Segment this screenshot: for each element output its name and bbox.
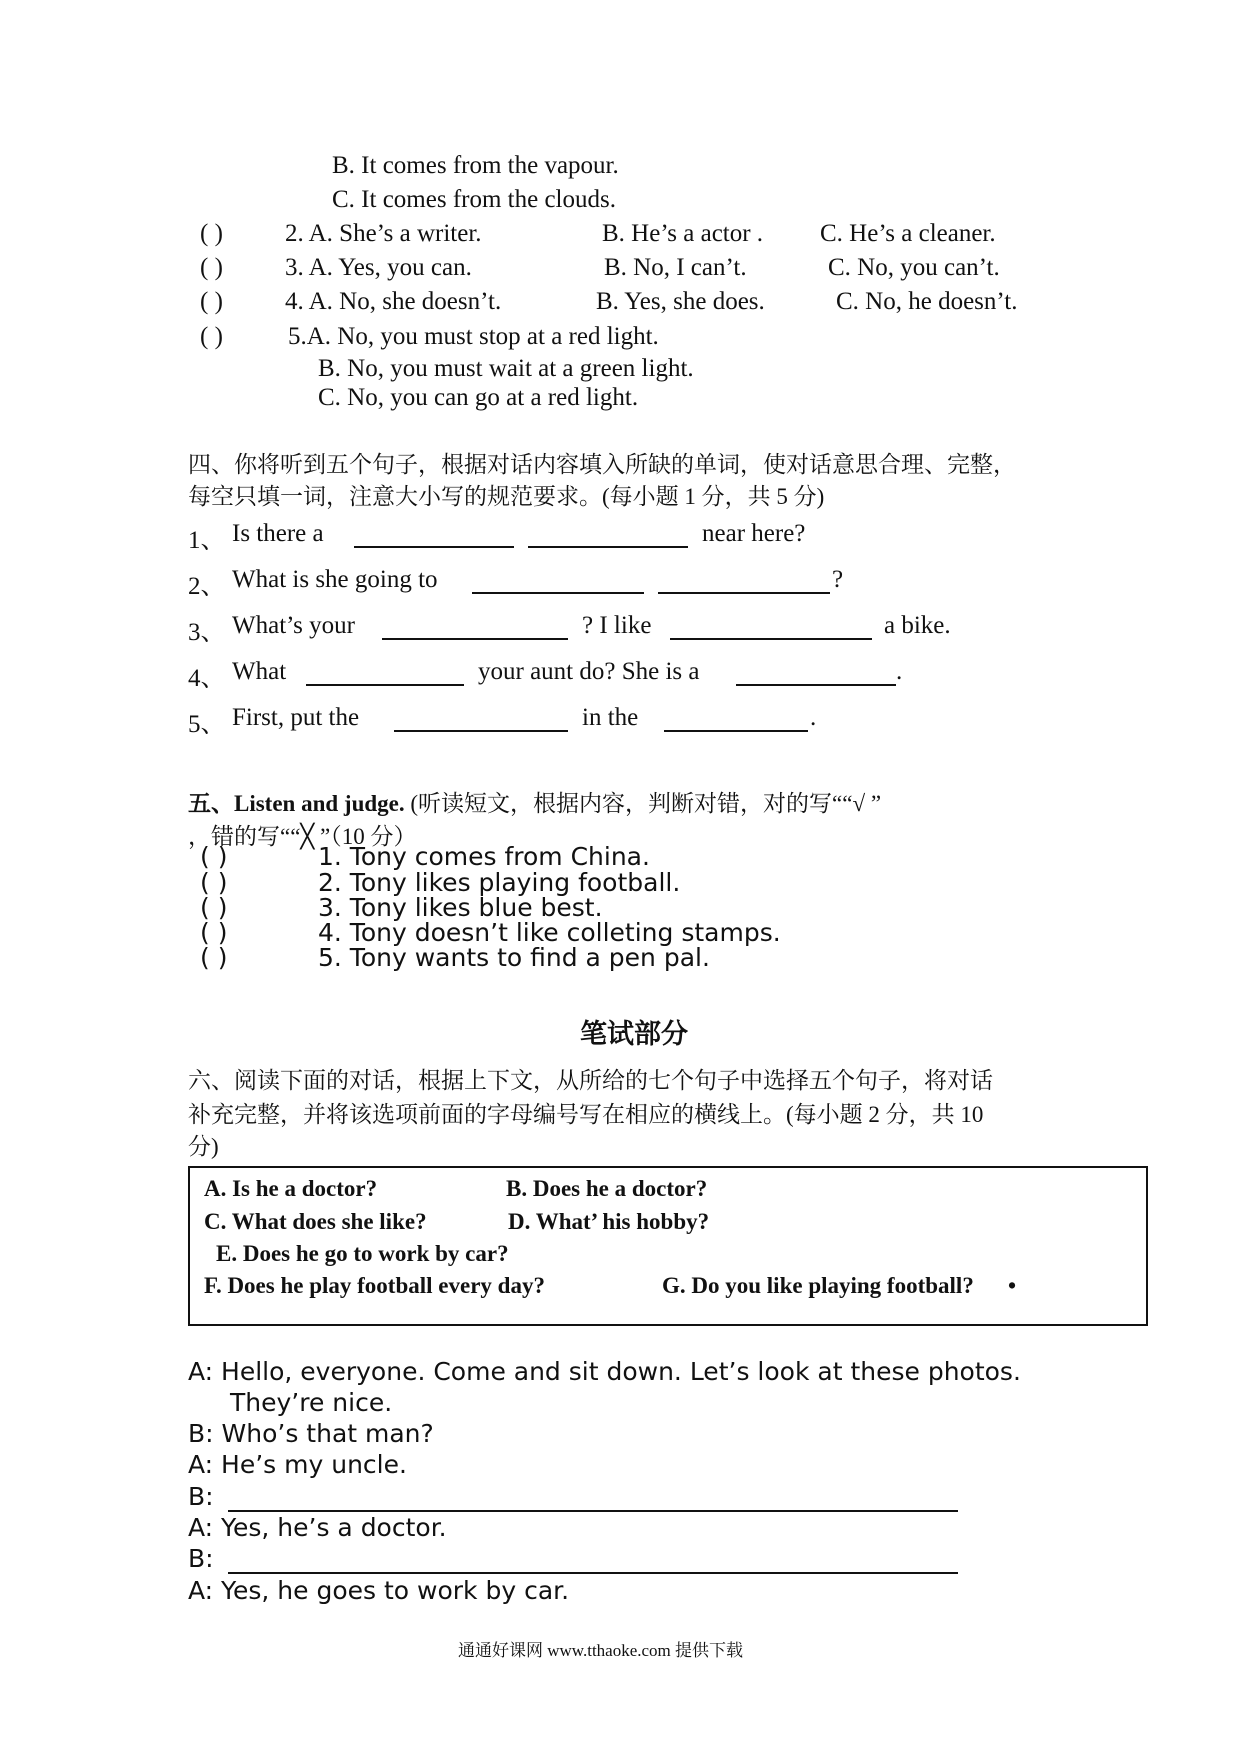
- dialogue-line: A: He’s my uncle.: [188, 1450, 407, 1479]
- answer-blank[interactable]: [528, 524, 688, 548]
- judge-item-1: 1. Tony comes from China.: [318, 842, 650, 871]
- item-text: What’s your: [232, 612, 355, 639]
- item-text: .: [896, 658, 903, 685]
- item-text: First, put the: [232, 704, 360, 731]
- q1-option-b: B. It comes from the vapour.: [332, 152, 619, 179]
- answer-blank[interactable]: [306, 662, 464, 686]
- section5-heading-line2: ，错的写““╳ ”（10 分）: [188, 824, 417, 849]
- q4-option-b: B. Yes, she does.: [596, 288, 765, 315]
- item-number: 5、: [188, 711, 226, 738]
- answer-blank[interactable]: [382, 616, 568, 640]
- option-e: E. Does he go to work by car?: [216, 1241, 509, 1266]
- dialogue-line: B: Who’s that man?: [188, 1419, 434, 1448]
- item-number: 2、: [188, 573, 226, 600]
- dialogue-line: A: Yes, he’s a doctor.: [188, 1513, 447, 1542]
- q4-paren: ( ): [200, 288, 223, 315]
- q4-option-a: 4. A. No, she doesn’t.: [285, 288, 502, 315]
- section4-instruction-line1: 四、你将听到五个句子，根据对话内容填入所缺的单词，使对话意思合理、完整，: [188, 452, 1016, 477]
- q3-paren: ( ): [200, 254, 223, 281]
- q5-option-b: B. No, you must wait at a green light.: [318, 355, 694, 382]
- judge-paren: ( ): [200, 943, 228, 972]
- judge-item-4: 4. Tony doesn’t like colleting stamps.: [318, 918, 781, 947]
- dialogue-line: A: Hello, everyone. Come and sit down. Let’s look at these photos.: [188, 1357, 1021, 1386]
- judge-item-2: 2. Tony likes playing football.: [318, 868, 681, 897]
- item-text: What: [232, 658, 287, 685]
- answer-blank[interactable]: [658, 570, 830, 594]
- section5-heading: [188, 785, 881, 818]
- bullet-mark: •: [1008, 1273, 1017, 1298]
- answer-blank[interactable]: [670, 616, 872, 640]
- q3-option-a: 3. A. Yes, you can.: [285, 254, 472, 281]
- item-text: in the: [582, 704, 639, 731]
- item-text: your aunt do? She is a: [478, 658, 700, 685]
- judge-paren: ( ): [200, 868, 228, 897]
- q2-paren: ( ): [200, 220, 223, 247]
- section6-instruction-line2: 补充完整，并将该选项前面的字母编号写在相应的横线上。(每小题 2 分，共 10: [188, 1102, 984, 1127]
- item-text: .: [810, 704, 817, 731]
- item-number: 1、: [188, 527, 226, 554]
- item-text: Is there a: [232, 520, 324, 547]
- answer-line[interactable]: [228, 1550, 958, 1574]
- section4-instruction-line2: 每空只填一词，注意大小写的规范要求。(每小题 1 分，共 5 分): [188, 484, 825, 509]
- section5-heading-bold: 五、Listen and judge.: [188, 791, 405, 816]
- q5-option-a: 5.A. No, you must stop at a red light.: [288, 323, 659, 350]
- footer-watermark: 通通好课网 www.tthaoke.com 提供下载: [458, 1641, 744, 1660]
- option-g: G. Do you like playing football?: [662, 1273, 974, 1298]
- dialogue-speaker: B:: [188, 1482, 214, 1511]
- item-number: 4、: [188, 665, 226, 692]
- dialogue-line: They’re nice.: [230, 1388, 393, 1417]
- item-text: ? I like: [582, 612, 652, 639]
- q4-option-c: C. No, he doesn’t.: [836, 288, 1018, 315]
- q3-option-b: B. No, I can’t.: [604, 254, 747, 281]
- answer-line[interactable]: [228, 1488, 958, 1512]
- answer-blank[interactable]: [472, 570, 644, 594]
- judge-paren: ( ): [200, 893, 228, 922]
- q5-paren: ( ): [200, 323, 223, 350]
- written-part-title: 笔试部分: [580, 1019, 688, 1049]
- item-text: a bike.: [884, 612, 951, 639]
- option-d: D. What’ his hobby?: [508, 1209, 710, 1234]
- item-number: 3、: [188, 619, 226, 646]
- option-a: A. Is he a doctor?: [204, 1176, 378, 1201]
- judge-paren: ( ): [200, 918, 228, 947]
- dialogue-speaker: B:: [188, 1544, 214, 1573]
- judge-item-3: 3. Tony likes blue best.: [318, 893, 603, 922]
- q3-option-c: C. No, you can’t.: [828, 254, 1000, 281]
- answer-blank[interactable]: [736, 662, 896, 686]
- option-b: B. Does he a doctor?: [506, 1176, 708, 1201]
- section5-heading-rest: (听读短文，根据内容，判断对错，对的写““√ ”: [404, 791, 882, 816]
- item-text: near here?: [702, 520, 806, 547]
- section6-instruction-line1: 六、阅读下面的对话，根据上下文，从所给的七个句子中选择五个句子，将对话: [188, 1068, 993, 1093]
- answer-blank[interactable]: [354, 524, 514, 548]
- q5-option-c: C. No, you can go at a red light.: [318, 384, 639, 411]
- section6-instruction-line3: 分): [188, 1134, 219, 1159]
- judge-item-5: 5. Tony wants to find a pen pal.: [318, 943, 710, 972]
- q1-option-c: C. It comes from the clouds.: [332, 186, 616, 213]
- item-text: ?: [832, 566, 844, 593]
- option-c: C. What does she like?: [204, 1209, 427, 1234]
- q2-option-b: B. He’s a actor .: [602, 220, 764, 247]
- judge-paren: ( ): [200, 842, 228, 871]
- option-f: F. Does he play football every day?: [204, 1273, 545, 1298]
- dialogue-line: A: Yes, he goes to work by car.: [188, 1576, 570, 1605]
- q2-option-a: 2. A. She’s a writer.: [285, 220, 482, 247]
- item-text: What is she going to: [232, 566, 438, 593]
- q2-option-c: C. He’s a cleaner.: [820, 220, 996, 247]
- answer-blank[interactable]: [394, 708, 568, 732]
- answer-blank[interactable]: [664, 708, 808, 732]
